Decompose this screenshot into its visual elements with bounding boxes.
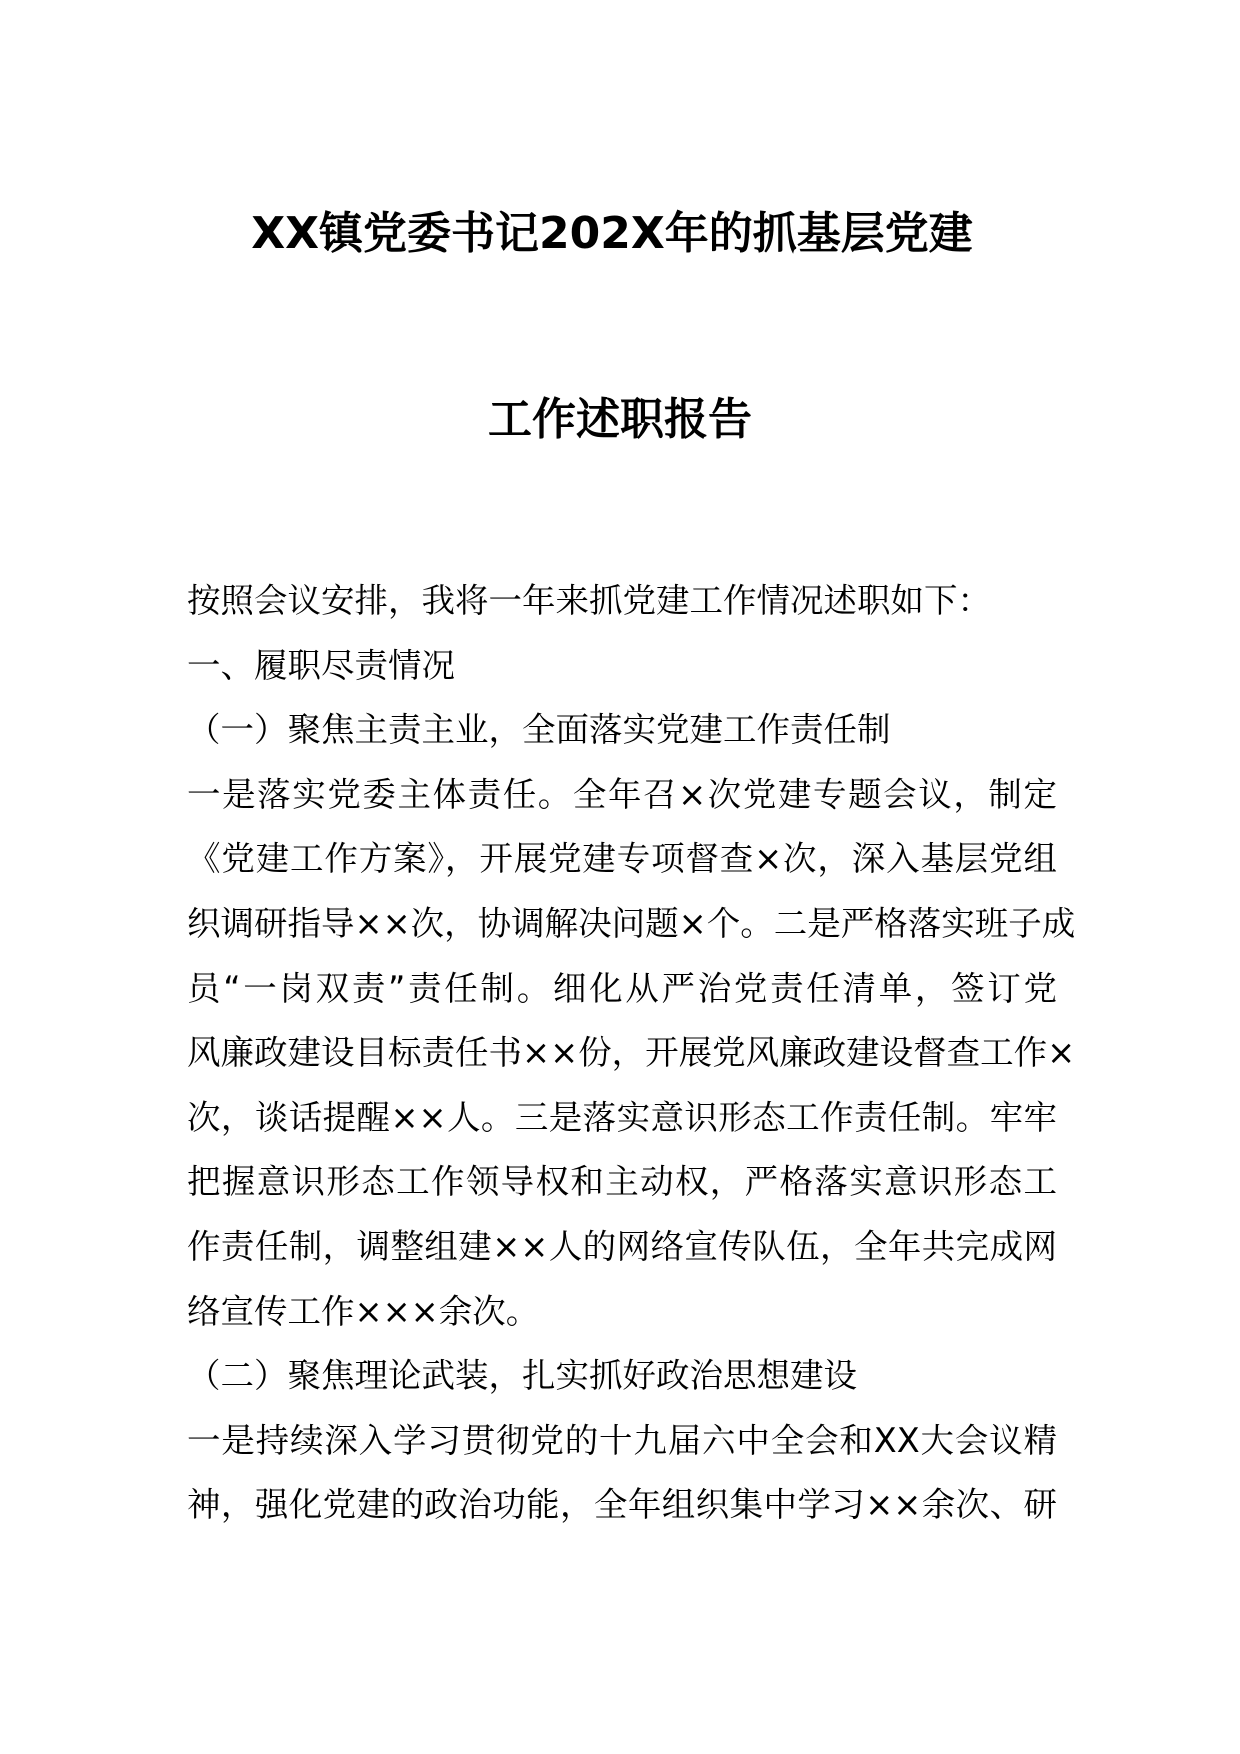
document-title-line-2: 工作述职报告: [488, 394, 752, 445]
document-body: [187, 569, 1076, 1538]
body-line: 神，强化党建的政治功能，全年组织集中学习××余次、研: [187, 1485, 1057, 1525]
subsection-heading: （一）聚焦主责主业，全面落实党建工作责任制: [187, 710, 891, 750]
body-line: 风廉政建设目标责任书××份，开展党风廉政建设督查工作×: [187, 1033, 1076, 1073]
body-line: 一是落实党委主体责任。全年召×次党建专题会议，制定: [187, 774, 1057, 814]
body-line: 织调研指导××次，协调解决问题×个。二是严格落实班子成: [187, 903, 1076, 943]
body-line: 把握意识形态工作领导权和主动权，严格落实意识形态工: [187, 1162, 1057, 1202]
body-line: 作责任制，调整组建××人的网络宣传队伍，全年共完成网: [187, 1226, 1057, 1266]
body-line: 络宣传工作×××余次。: [187, 1291, 540, 1331]
body-line: 按照会议安排，我将一年来抓党建工作情况述职如下：: [187, 581, 991, 620]
body-line: 《党建工作方案》，开展党建专项督查×次，深入基层党组: [187, 839, 1057, 879]
section-heading: 一、履职尽责情况: [187, 645, 455, 685]
body-line: 次，谈话提醒××人。三是落实意识形态工作责任制。牢牢: [187, 1097, 1057, 1137]
body-line: 员“一岗双责”责任制。细化从严治党责任清单，签订党: [187, 968, 1057, 1008]
body-line: 一是持续深入学习贯彻党的十九届六中全会和XX大会议精: [187, 1420, 1057, 1460]
subsection-heading: （二）聚焦理论武装，扎实抓好政治思想建设: [187, 1356, 857, 1396]
document-title-line-1: XX镇党委书记202X年的抓基层党建: [251, 208, 973, 259]
